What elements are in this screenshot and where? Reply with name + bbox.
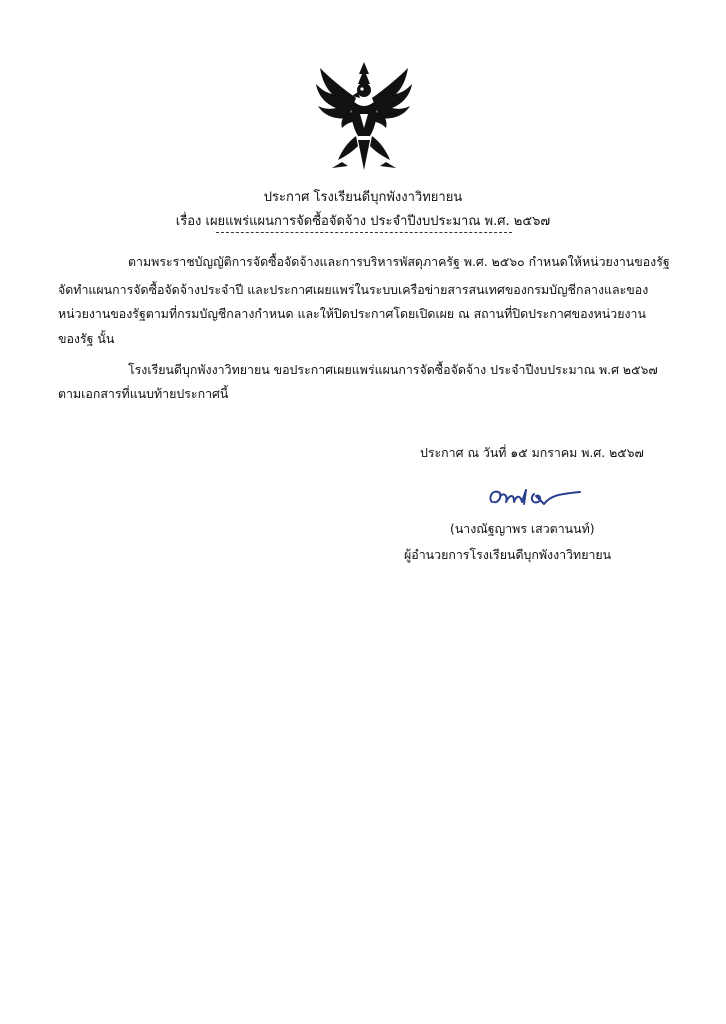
handwritten-signature-icon	[484, 482, 582, 512]
para2-line-1: โรงเรียนดีบุกพังงาวิทยายน ขอประกาศเผยแพร่แผนการจัดซื้อจัดจ้าง ประจำปีงบประมาณ พ.ศ ๒๕๖๗	[128, 362, 658, 377]
para1-line-1: ตามพระราชบัญญัติการจัดซื้อจัดจ้างและการบริหารพัสดุภาครัฐ พ.ศ. ๒๕๖๐ กำหนดให้หน่วยงานของรัฐ	[128, 254, 670, 269]
announcement-title: ประกาศ โรงเรียนดีบุกพังงาวิทยายน	[263, 190, 463, 205]
para2-line-2: ตามเอกสารที่แนบท้ายประกาศนี้	[58, 386, 229, 401]
para1-line-2: จัดทำแผนการจัดซื้อจัดจ้างประจำปี และประกาศเผยแพร่ในระบบเครือข่ายสารสนเทศของกรมบัญชีกลางและของ	[58, 282, 649, 297]
announcement-subject: เรื่อง เผยแพร่แผนการจัดซื้อจัดจ้าง ประจำปีงบประมาณ พ.ศ. ๒๕๖๗	[175, 214, 551, 229]
signer-position: ผู้อำนวยการโรงเรียนดีบุกพังงาวิทยายน	[404, 547, 612, 562]
para1-line-4: ของรัฐ นั้น	[58, 331, 115, 346]
announcement-date: ประกาศ ณ วันที่ ๑๕ มกราคม พ.ศ. ๒๕๖๗	[420, 445, 644, 460]
title-divider	[216, 232, 512, 233]
garuda-emblem-icon	[312, 58, 416, 172]
para1-line-3: หน่วยงานของรัฐตามที่กรมบัญชีกลางกำหนด และให้ปิดประกาศโดยเปิดเผย ณ สถานที่ปิดประกาศของหน่วยงาน	[58, 306, 646, 321]
signer-name: (นางณัฐญาพร เสวตานนท์)	[450, 521, 595, 536]
